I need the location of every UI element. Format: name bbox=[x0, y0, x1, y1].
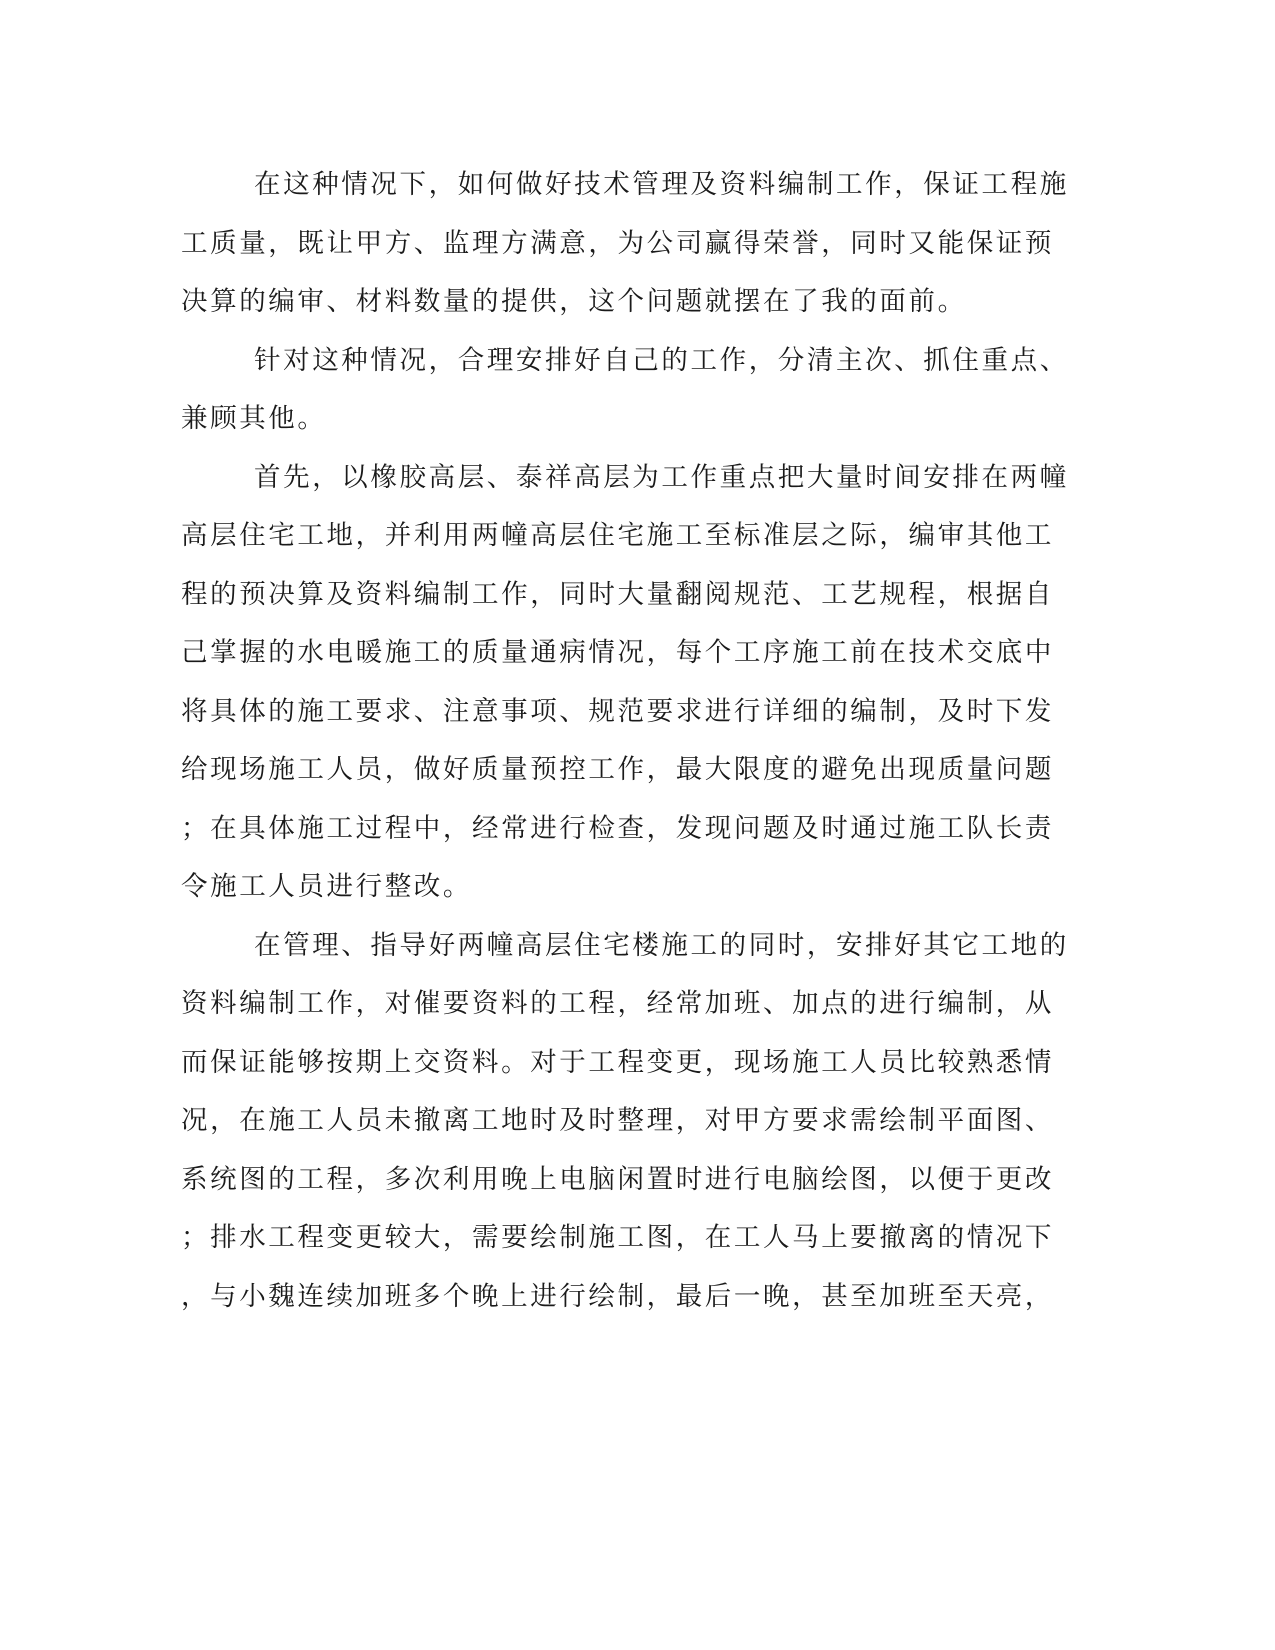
text-line: 资料编制工作，对催要资料的工程，经常加班、加点的进行编制，从 bbox=[181, 988, 1054, 1019]
text-line: 首先，以橡胶高层、泰祥高层为工作重点把大量时间安排在两幢 bbox=[254, 461, 1069, 493]
text-line: 给现场施工人员，做好质量预控工作，最大限度的避免出现质量问题 bbox=[181, 754, 1054, 785]
text-line: 在这种情况下，如何做好技术管理及资料编制工作，保证工程施 bbox=[254, 169, 1069, 200]
text-line: ；在具体施工过程中，经常进行检查，发现问题及时通过施工队长责 bbox=[181, 812, 1054, 844]
body-text bbox=[181, 156, 1069, 1326]
text-line: 将具体的施工要求、注意事项、规范要求进行详细的编制，及时下发 bbox=[181, 695, 1054, 727]
text-line: 程的预决算及资料编制工作，同时大量翻阅规范、工艺规程，根据自 bbox=[181, 578, 1054, 610]
text-line: 况，在施工人员未撤离工地时及时整理，对甲方要求需绘制平面图、 bbox=[181, 1105, 1054, 1136]
text-line: 令施工人员进行整改。 bbox=[181, 871, 472, 902]
text-line: 决算的编审、材料数量的提供，这个问题就摆在了我的面前。 bbox=[181, 286, 967, 317]
text-line: ，与小魏连续加班多个晚上进行绘制，最后一晚，甚至加班至天亮， bbox=[181, 1280, 1054, 1312]
text-line: 针对这种情况，合理安排好自己的工作，分清主次、抓住重点、 bbox=[254, 344, 1069, 376]
text-line: 己掌握的水电暖施工的质量通病情况，每个工序施工前在技术交底中 bbox=[181, 637, 1054, 668]
text-line: 高层住宅工地，并利用两幢高层住宅施工至标准层之际，编审其他工 bbox=[181, 520, 1054, 551]
text-line: 在管理、指导好两幢高层住宅楼施工的同时，安排好其它工地的 bbox=[254, 929, 1069, 961]
text-line: 兼顾其他。 bbox=[181, 403, 327, 434]
text-line: 工质量，既让甲方、监理方满意，为公司赢得荣誉，同时又能保证预 bbox=[181, 227, 1054, 259]
text-line: 系统图的工程，多次利用晚上电脑闲置时进行电脑绘图，以便于更改 bbox=[181, 1163, 1054, 1195]
text-line: 而保证能够按期上交资料。对于工程变更，现场施工人员比较熟悉情 bbox=[181, 1046, 1054, 1078]
text-line: ；排水工程变更较大，需要绘制施工图，在工人马上要撤离的情况下 bbox=[181, 1222, 1054, 1253]
